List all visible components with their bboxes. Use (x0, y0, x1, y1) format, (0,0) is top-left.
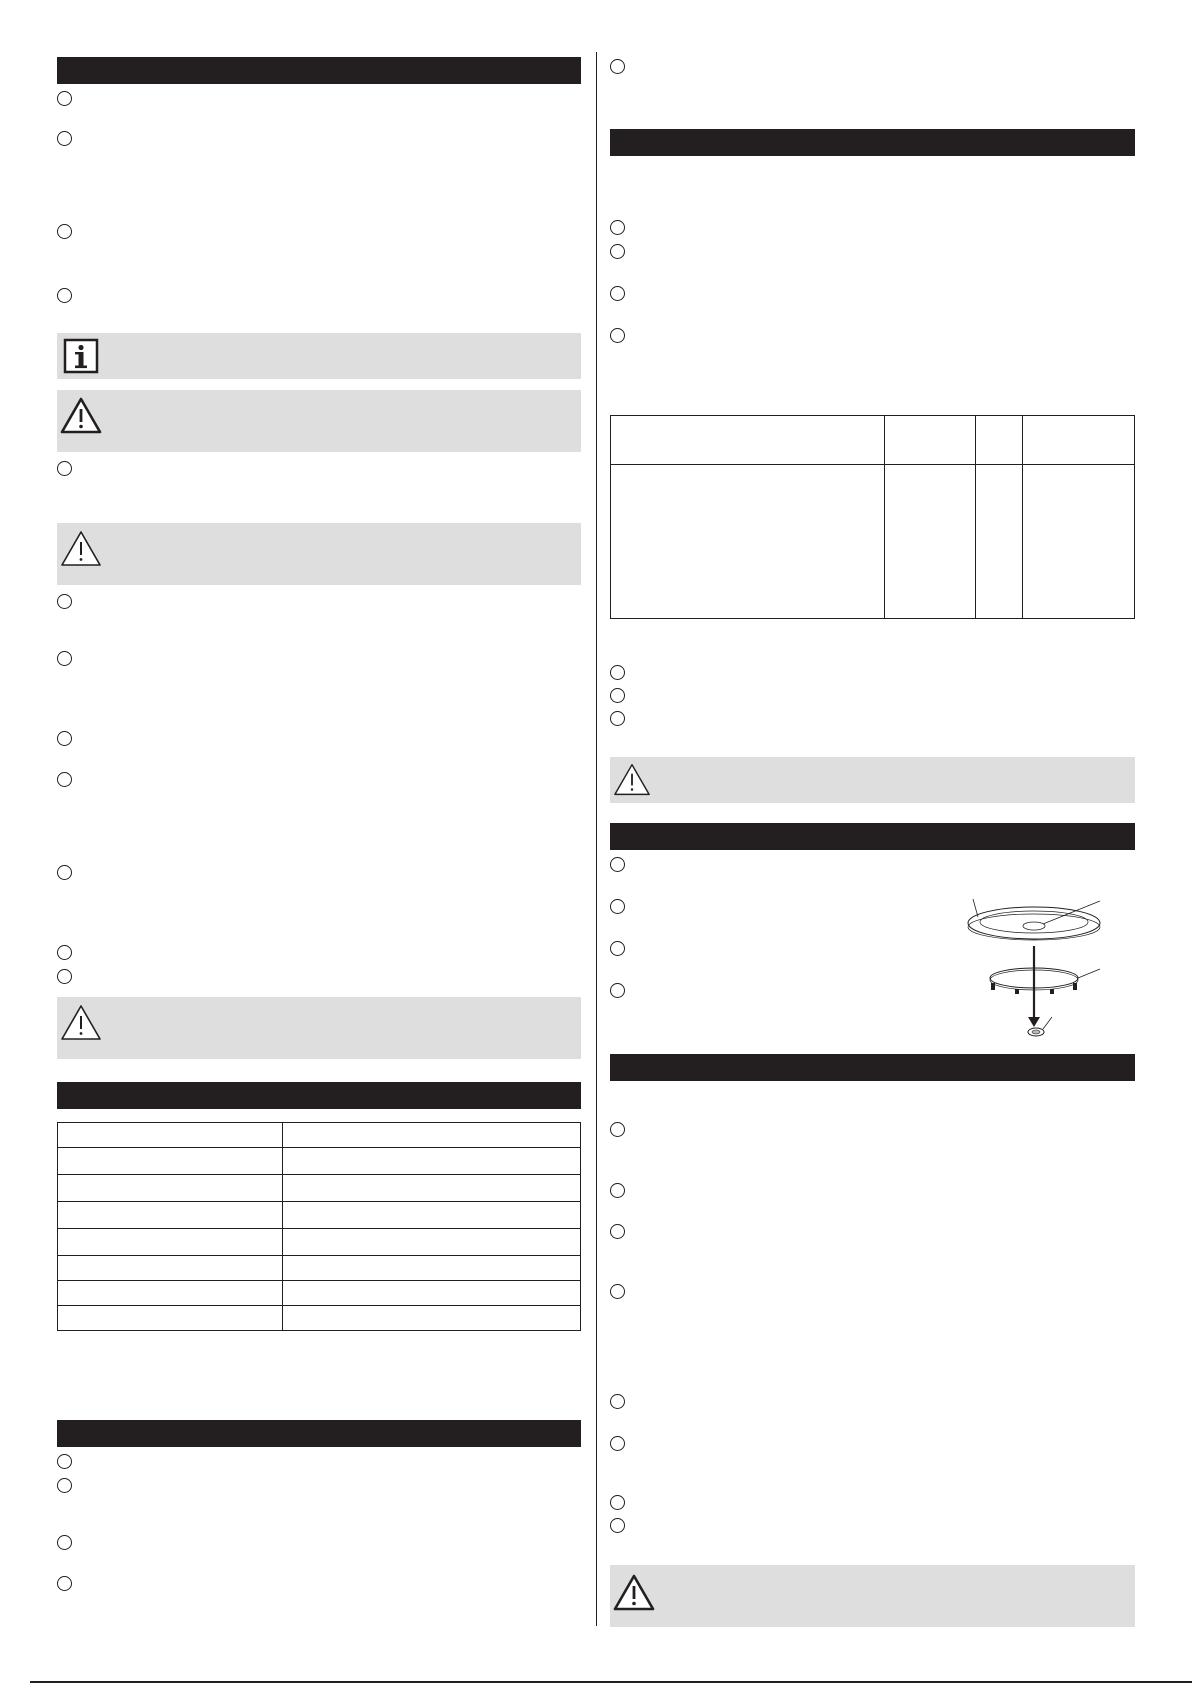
list-marker (57, 131, 72, 146)
callout-line (973, 899, 978, 917)
arrow-down-icon (1028, 946, 1040, 1027)
list-marker (57, 865, 72, 880)
list-marker (57, 969, 72, 984)
list-marker (610, 1436, 625, 1451)
column-divider (596, 52, 597, 1626)
list-marker (610, 286, 625, 301)
table-row (58, 1229, 581, 1256)
list-marker (57, 772, 72, 787)
table-column-rule (884, 415, 885, 619)
table-row (58, 1256, 581, 1281)
warning-triangle-icon (59, 396, 103, 436)
list-marker (610, 1495, 625, 1510)
list-marker (57, 731, 72, 746)
warning-note (57, 997, 581, 1059)
list-marker (57, 461, 72, 476)
section-header-bar (57, 57, 581, 84)
info-icon (63, 338, 99, 374)
footer-rule (30, 1681, 1192, 1683)
glass-tray (968, 907, 1100, 940)
list-marker (610, 328, 625, 343)
table-header-rule (610, 464, 1135, 465)
list-marker (57, 91, 72, 106)
list-marker (57, 594, 72, 609)
list-marker (610, 1224, 625, 1239)
table-row (58, 1281, 581, 1306)
list-marker (57, 288, 72, 303)
table-row (58, 1123, 581, 1148)
list-marker (610, 983, 625, 998)
list-marker (57, 1576, 72, 1591)
coupler (1028, 1028, 1044, 1036)
info-note (57, 333, 581, 379)
table-row (58, 1148, 581, 1175)
list-marker (610, 220, 625, 235)
list-marker (610, 688, 625, 703)
list-marker (610, 1518, 625, 1533)
list-marker (610, 1284, 625, 1299)
list-marker (610, 59, 625, 74)
list-marker (610, 1183, 625, 1198)
warning-note (57, 523, 581, 585)
turntable-assembly-diagram (965, 893, 1115, 1043)
warning-note (57, 390, 581, 452)
list-marker (610, 857, 625, 872)
list-marker (57, 651, 72, 666)
list-marker (610, 941, 625, 956)
warning-triangle-icon (59, 529, 103, 569)
table-row (58, 1306, 581, 1331)
table-row (58, 1202, 581, 1229)
list-marker (610, 711, 625, 726)
callout-line (1043, 1017, 1052, 1029)
warning-triangle-icon (612, 1573, 656, 1613)
table-column-rule (975, 415, 976, 619)
warning-note (610, 1565, 1135, 1627)
list-marker (610, 244, 625, 259)
callout-line (1078, 969, 1100, 978)
section-header-bar (610, 129, 1135, 156)
list-marker (610, 665, 625, 680)
section-header-bar (610, 1054, 1135, 1081)
warning-triangle-icon (59, 1003, 103, 1043)
list-marker (57, 1478, 72, 1493)
list-marker (57, 945, 72, 960)
section-header-bar (57, 1420, 581, 1447)
section-header-bar (57, 1082, 581, 1109)
list-marker (57, 1535, 72, 1550)
table-column-rule (1022, 415, 1023, 619)
list-marker (610, 1394, 625, 1409)
specifications-table (57, 1122, 581, 1331)
list-marker (610, 899, 625, 914)
list-marker (610, 1122, 625, 1137)
warning-triangle-icon (612, 762, 652, 798)
table-row (58, 1175, 581, 1202)
cookware-table (610, 415, 1135, 619)
list-marker (57, 224, 72, 239)
list-marker (57, 1454, 72, 1469)
section-header-bar (610, 823, 1135, 850)
warning-note (610, 757, 1135, 803)
